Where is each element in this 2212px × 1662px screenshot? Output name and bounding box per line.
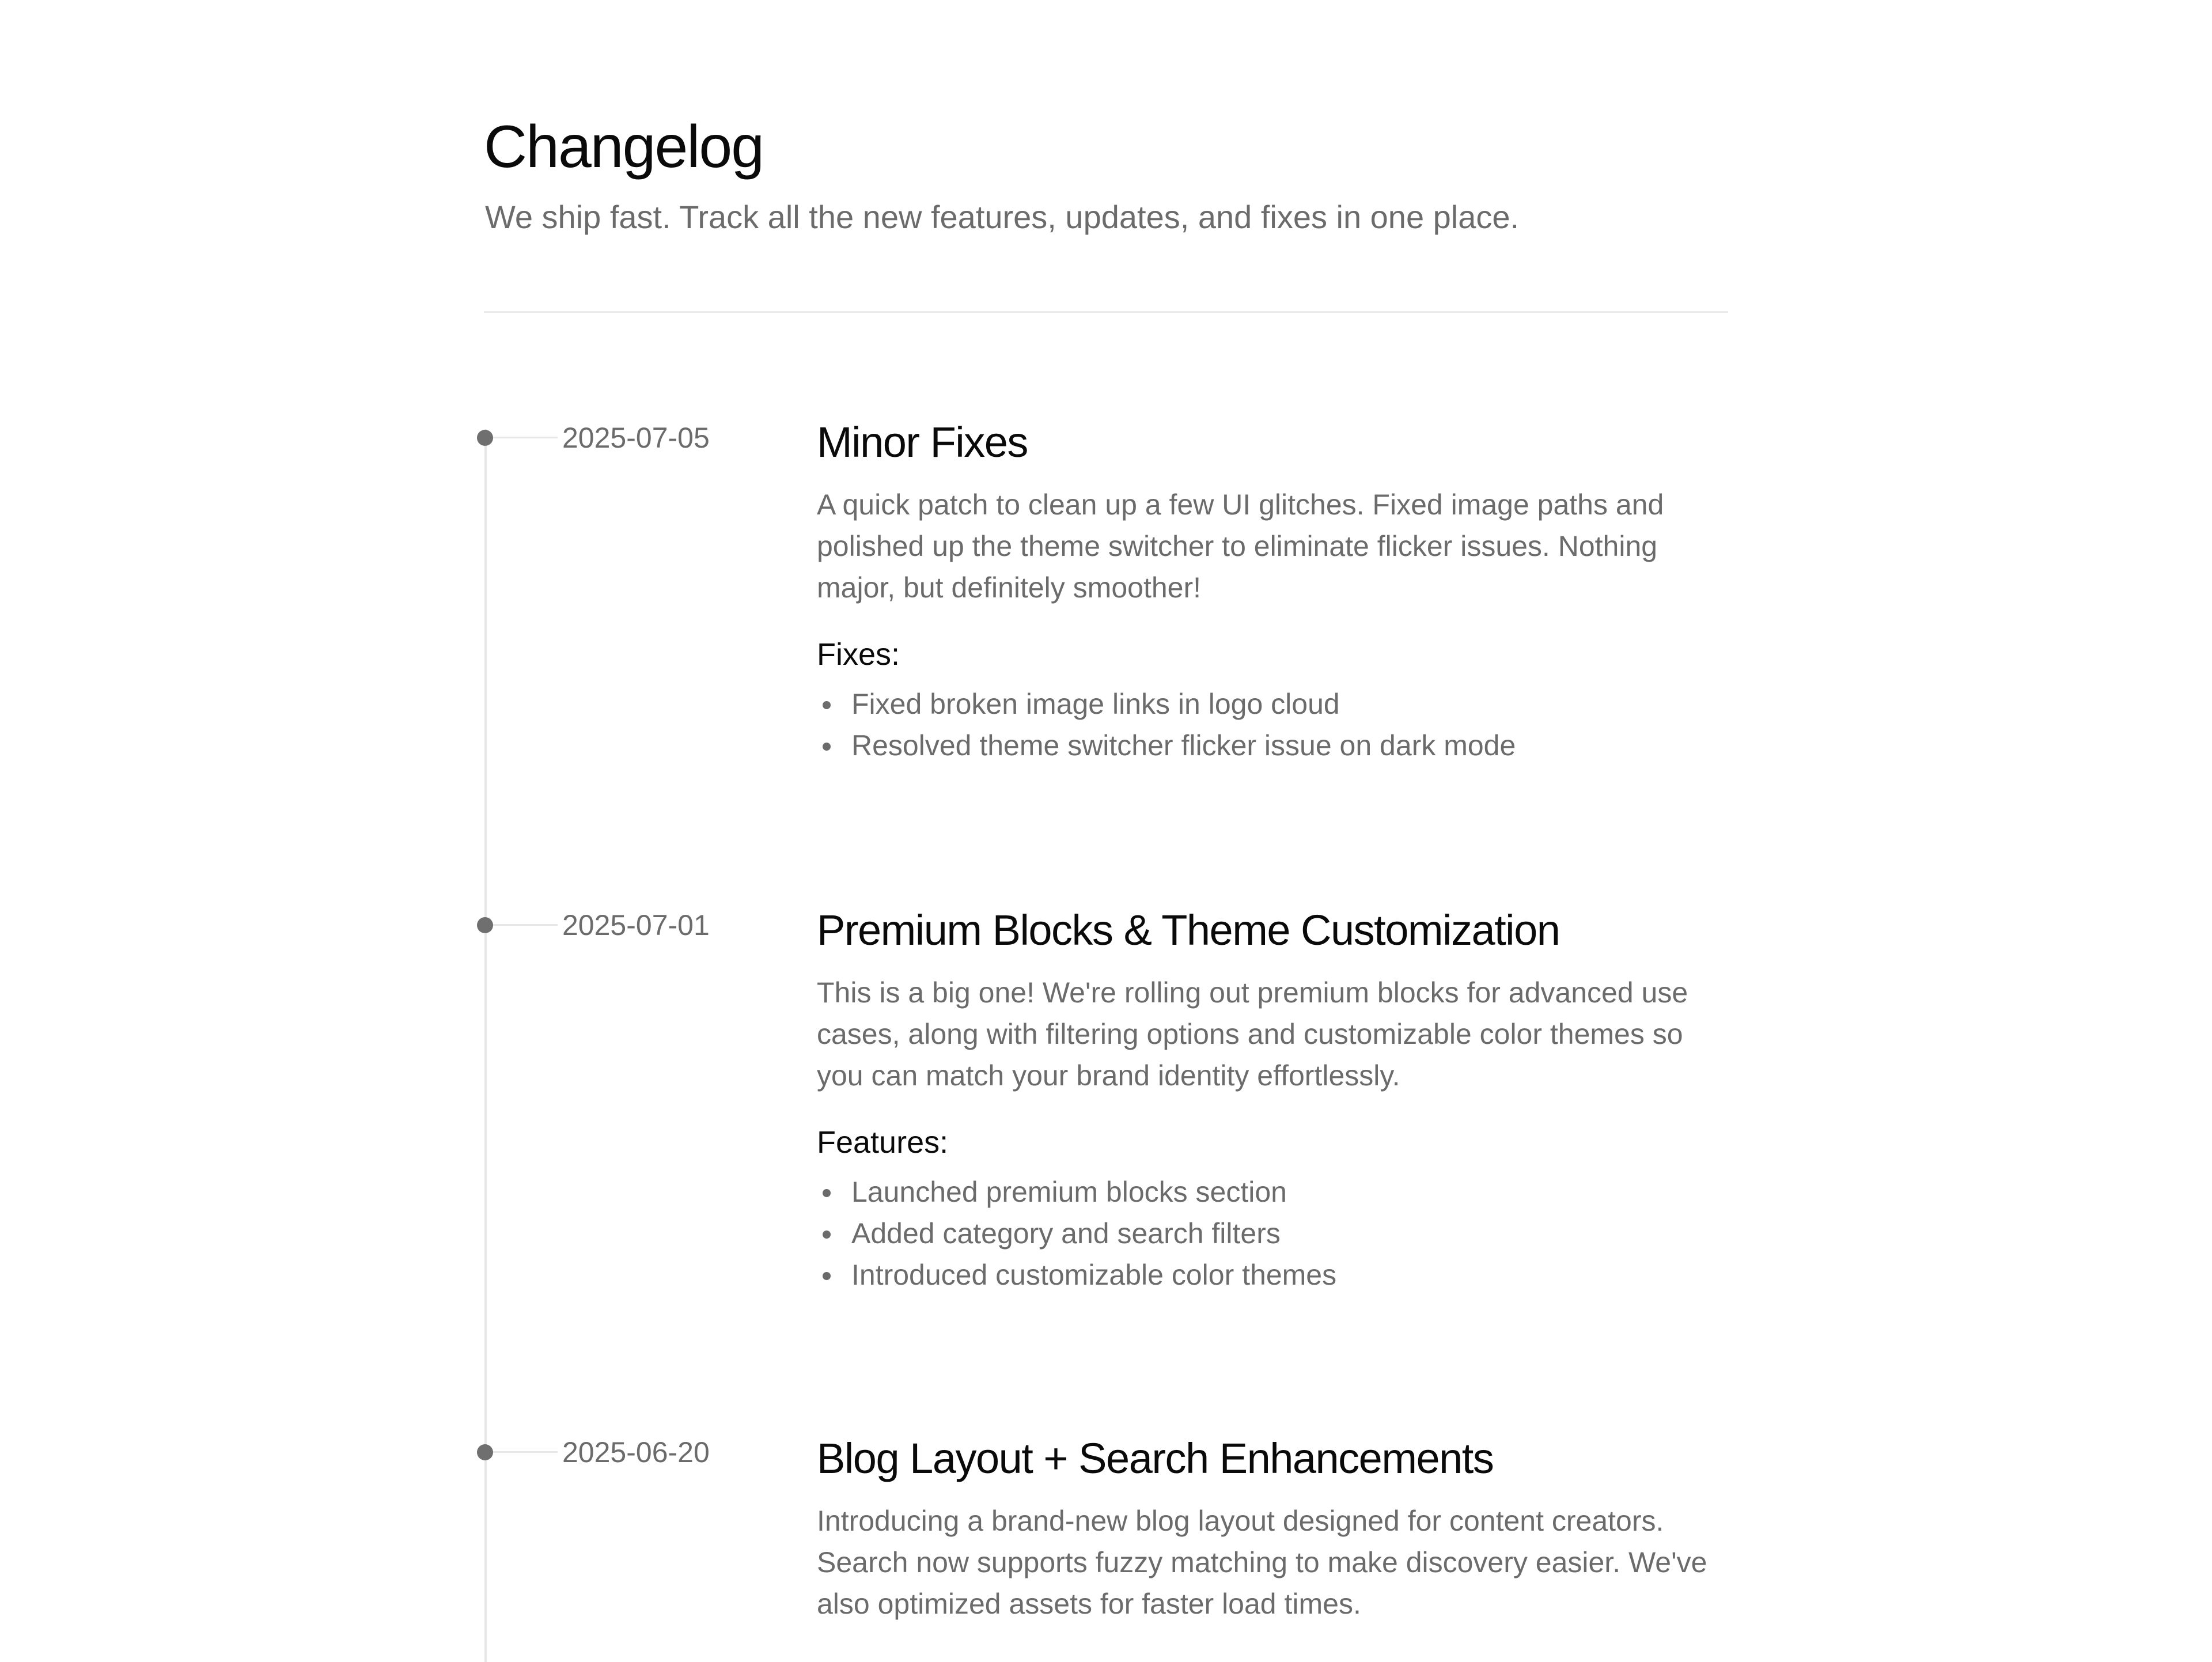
list-item: Introduced customizable color themes <box>817 1254 1733 1296</box>
list-item: Resolved theme switcher flicker issue on dark mode <box>817 725 1733 766</box>
entry-body <box>817 1430 1733 1625</box>
page-subtitle: We ship fast. Track all the new features, updates, and fixes in one place. <box>485 199 1520 235</box>
entry-bullet-list <box>817 1171 1733 1296</box>
list-item: Launched premium blocks section <box>817 1171 1733 1213</box>
entry-bullet-list <box>817 683 1733 766</box>
list-item: Fixed broken image links in logo cloud <box>817 683 1733 725</box>
timeline-dot <box>477 1444 493 1460</box>
entry-description: This is a big one! We're rolling out premium blocks for advanced use cases, along with filtering options and customizable color themes so you can match your brand identity effortlessly. <box>817 976 1688 1092</box>
entry-title: Premium Blocks & Theme Customization <box>817 906 1560 954</box>
header-divider <box>484 311 1728 313</box>
entry-section-label: Features: <box>817 1125 949 1160</box>
entry-date: 2025-07-05 <box>562 422 710 454</box>
timeline-connector <box>493 1451 558 1453</box>
timeline-connector <box>493 924 558 926</box>
list-item: Added category and search filters <box>817 1213 1733 1254</box>
page-header <box>484 107 1728 240</box>
entry-date: 2025-06-20 <box>562 1436 710 1468</box>
timeline-connector <box>493 437 558 438</box>
page-title: Changelog <box>484 113 764 180</box>
entry-date: 2025-07-01 <box>562 909 710 941</box>
entry-description: Introducing a brand-new blog layout designed for content creators. Search now supports fuzzy matching to make discovery easier. We've also optimized assets for faster load times. <box>817 1505 1707 1620</box>
timeline-dot <box>477 430 493 446</box>
timeline-line <box>484 429 487 1662</box>
entry-body <box>817 414 1733 766</box>
entry-title: Blog Layout + Search Enhancements <box>817 1434 1494 1482</box>
entry-description: A quick patch to clean up a few UI glitches. Fixed image paths and polished up the theme switcher to eliminate flicker issues. Nothing major, but definitely smoother! <box>817 489 1664 604</box>
timeline-dot <box>477 917 493 933</box>
entry-body <box>817 902 1733 1296</box>
entry-section-label: Fixes: <box>817 637 900 672</box>
entry-title: Minor Fixes <box>817 418 1028 466</box>
